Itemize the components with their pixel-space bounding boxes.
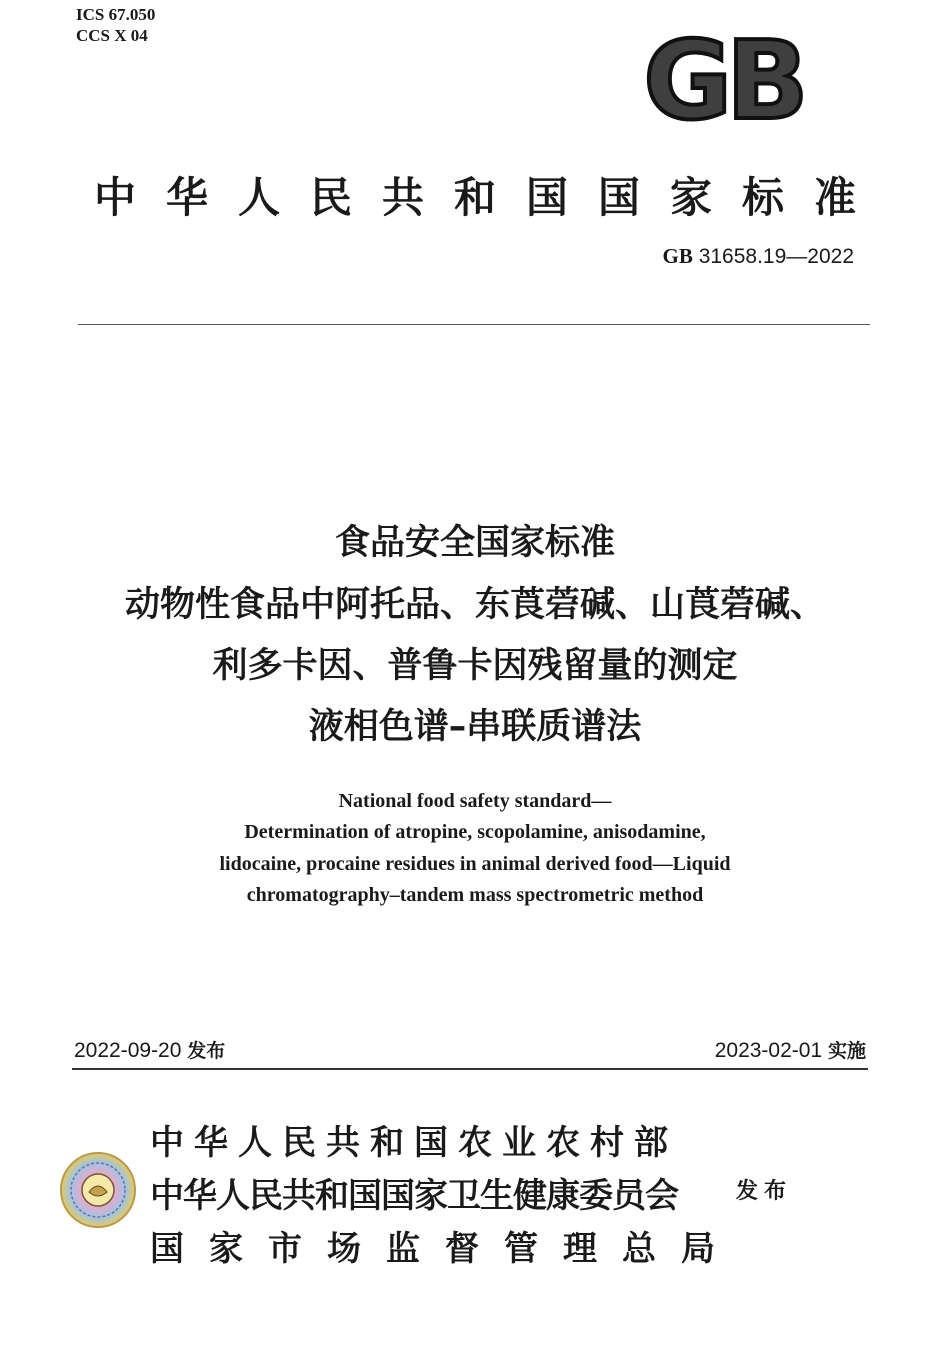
standard-code: 31658.19—2022	[698, 245, 854, 268]
issue-date	[74, 1036, 225, 1063]
bottom-divider	[72, 1068, 868, 1070]
issue-date-value: 2022-09-20	[74, 1039, 182, 1062]
ics-code: ICS 67.050	[76, 5, 156, 24]
top-divider	[78, 324, 870, 325]
effective-date	[715, 1036, 866, 1063]
title-cn-line-4: 液相色谱–串联质谱法	[308, 707, 642, 747]
title-en-line-4: chromatography–tandem mass spectrometric method	[246, 884, 704, 906]
title-en-line-1: National food safety standard—	[338, 790, 612, 812]
title-en-line-2: Determination of atropine, scopolamine, anisodamine,	[244, 821, 706, 843]
emblem-seal-icon	[58, 1150, 138, 1230]
effective-date-value: 2023-02-01	[714, 1039, 823, 1062]
ccs-code: CCS X 04	[76, 26, 148, 45]
release-label: 发布	[736, 1178, 793, 1204]
gb-logo-text: GB	[643, 28, 803, 130]
standard-number	[663, 244, 855, 269]
national-standard-heading: 中华人民共和国国家标准	[93, 173, 886, 222]
classification-codes	[76, 4, 155, 46]
title-cn-line-1: 食品安全国家标准	[334, 523, 615, 563]
title-cn-line-3: 利多卡因、普鲁卡因残留量的测定	[212, 646, 738, 686]
title-cn-line-2: 动物性食品中阿托品、东莨菪碱、山莨菪碱、	[124, 585, 825, 625]
issue-label: 发布	[187, 1040, 226, 1062]
issuer-moa: 中华人民共和国农业农村部	[150, 1123, 678, 1163]
issuer-samr: 国家市场监督管理总局	[150, 1229, 740, 1269]
gb-logo	[628, 28, 818, 130]
standard-prefix: GB	[662, 244, 693, 268]
issuer-nhc: 中华人民共和国国家卫生健康委员会	[150, 1176, 678, 1216]
effective-label: 实施	[827, 1040, 866, 1062]
title-en-line-3: lidocaine, procaine residues in animal derived food—Liquid	[219, 853, 731, 875]
